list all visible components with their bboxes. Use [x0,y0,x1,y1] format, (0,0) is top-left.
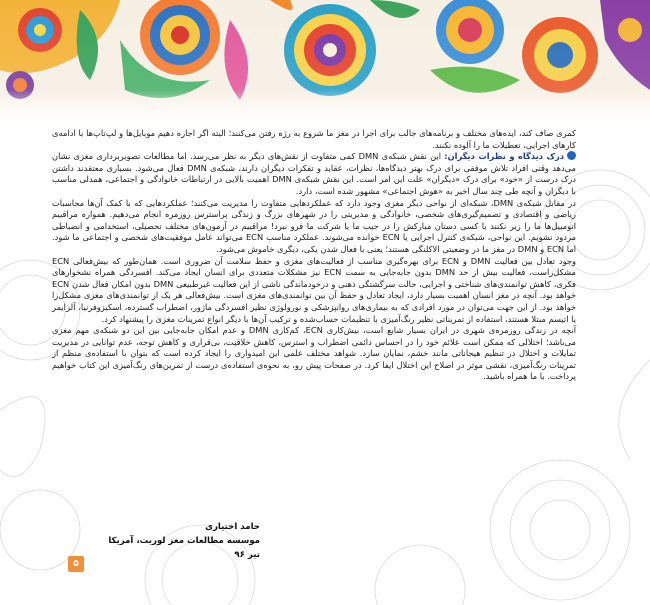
article-body [52,128,576,383]
article-paragraph [52,151,576,197]
mandala-ornament-banner [0,0,650,120]
article-paragraph: در مقابل شبکه‌ی DMN، شبکه‌ای از نواحی دیگر مغزی وجود دارد که عملکردهایی متفاوت را مدیریت می‌کنند؛ عملکردهایی که با کمک آن‌ها محاسبات ریاضی و اقتصادی و تصمیم‌گیری‌های شخصی، خانوادگی و مدیریتی را در شهرهای بزرگ و زندگی پراسترس روزمره انجام می‌دهیم. همواره مراقبیم اتومبیل‌ها ما را زیر نکنند یا کسی دستان مبارکش را در جیب ما یا شرکت ما فرو نبرد! مراقبیم در آزمون‌های مختلف تحصیلی، استخدامی و انضباطی مردود نشویم. این نواحی، شبکه‌ی کنترل اجرایی یا ECN خوانده می‌شوند. عملکرد مناسب ECN می‌تواند عامل موفقیت‌های شخصی و اجتماعی ما شود. اما ECN و DMN در مغز ما در وضعیتی الاکلنگی هستند؛ یعنی با فعال شدن یکی، دیگری خاموش می‌شود. [52,197,577,254]
author-name: حامد اختیاری [205,522,260,532]
page-number-badge: ۵ [68,556,84,572]
article-paragraph: وجود تعادل بین فعالیت DMN و ECN برای بهره‌گیری مناسب از فعالیت‌های مغزی و حفظ سلامت آن ضروری است. همان‌طور که بیش‌فعالی ECN مشکل‌زاست، فعالیت بیش از حد DMN بدون جابه‌جایی به سمت ECN نیز مشکلات متعددی برای انسان ایجاد می‌کند. افسردگی همراه نشخوارهای فکری، کاهش توانمندی‌های شناختی و اجرایی، حالت سرگشتگی ذهنی و درخودماندگی ناشی از این فعالیت غیرطبیعی DMN بدون امکان فعال شدن ECN خواهد بود. آنچه در مغز انسان اهمیت بسیار دارد، ایجاد تعادل و حفظ آن بین توانمندی‌های مغزی است. بیش‌فعالی هر یک از توانمندی‌های مغزی مشکل‌زا خواهد بود. از این جهت می‌توان در مورد افرادی که به بیماری‌های روانپزشکی و نورولوژی نظیر افسردگی ماژور، اضطراب گسترده، اسکیزوفرنیا، آلزایمر یا اتیسم مبتلا هستند، استفاده از تمریناتی نظیر رنگ‌آمیزی با تنظیمات حساب‌شده و ترکیب آن‌ها با دیگر انواع تمرینات مغزی را پیشنهاد کرد. [52,255,577,324]
section-text: این نقش شبکه‌ی DMN کمی متفاوت از نقش‌های دیگر به نظر می‌رسد. اما مطالعات تصویربرداری مغزی نشان می‌دهد وقتی افراد تلاش موفقی برای درک بهتر دیدگاه‌ها، نظرات، عقاید و تفکرات دیگران دارند، شبکه‌ی DMN فعال می‌شود. بسیاری معتقدند داشتن درک درست از «خود» برای درک «دیگران» علت این امر است. این نقش شبکه‌ی DMN اهمیت بالایی در ارتباطات خانوادگی و اجتماعی، همدلی مناسب با دیگران و آنچه طی چند سال اخیر به «هوش اجتماعی» مشهور شده است، دارد. [52,151,577,196]
article-paragraph: آنچه در زندگی روزمره‌ی شهری در ایران بسیار شایع است، بیش‌کاری ECN، کم‌کاری DMN و عدم امکان جابه‌جایی بین این دو شبکه‌ی مهم مغزی می‌باشد؛ اختلالی که ممکن است علائم خود را در احساس دائمی اضطراب و استرس، کاهش خلاقیت، بی‌قراری و کاهش توجه، عدم توانایی در مدیریت تمایلات و اختلال در تنظیم هیجاناتی مانند خشم، نمایان سازد. شواهد مختلف علمی این امیدواری را ایجاد کرده است که بتوان با استفاده‌ی منظم از تمرینات رنگ‌آمیزی، نقشی موثر در اصلاح این اختلال ایفا کرد. در صفحات پیش رو، به نحوه‌ی استفاده‌ی درست از تمرین‌های رنگ‌آمیزی این کتاب خواهیم پرداخت. با ما همراه باشید. [52,325,577,382]
section-heading: درک دیدگاه و نظرات دیگران: [444,151,565,162]
author-affiliation: موسسه مطالعات مغز لوریت، آمریکا [108,536,260,546]
author-signature [90,520,260,562]
signature-date: تیر ۹۶ [234,550,260,560]
article-paragraph: کمری صاف کند، ایده‌های مختلف و برنامه‌های جالب برای اجرا در مغز ما شروع به رژه رفتن می‌کنند؛ البته اگر اجازه دهیم موبایل‌ها و لپ‌تاپ‌ها با ادامه‌ی کارهای اجرایی، تعطیلات ما را آلوده نکنند. [52,128,576,150]
section-bullet-icon [567,151,576,160]
